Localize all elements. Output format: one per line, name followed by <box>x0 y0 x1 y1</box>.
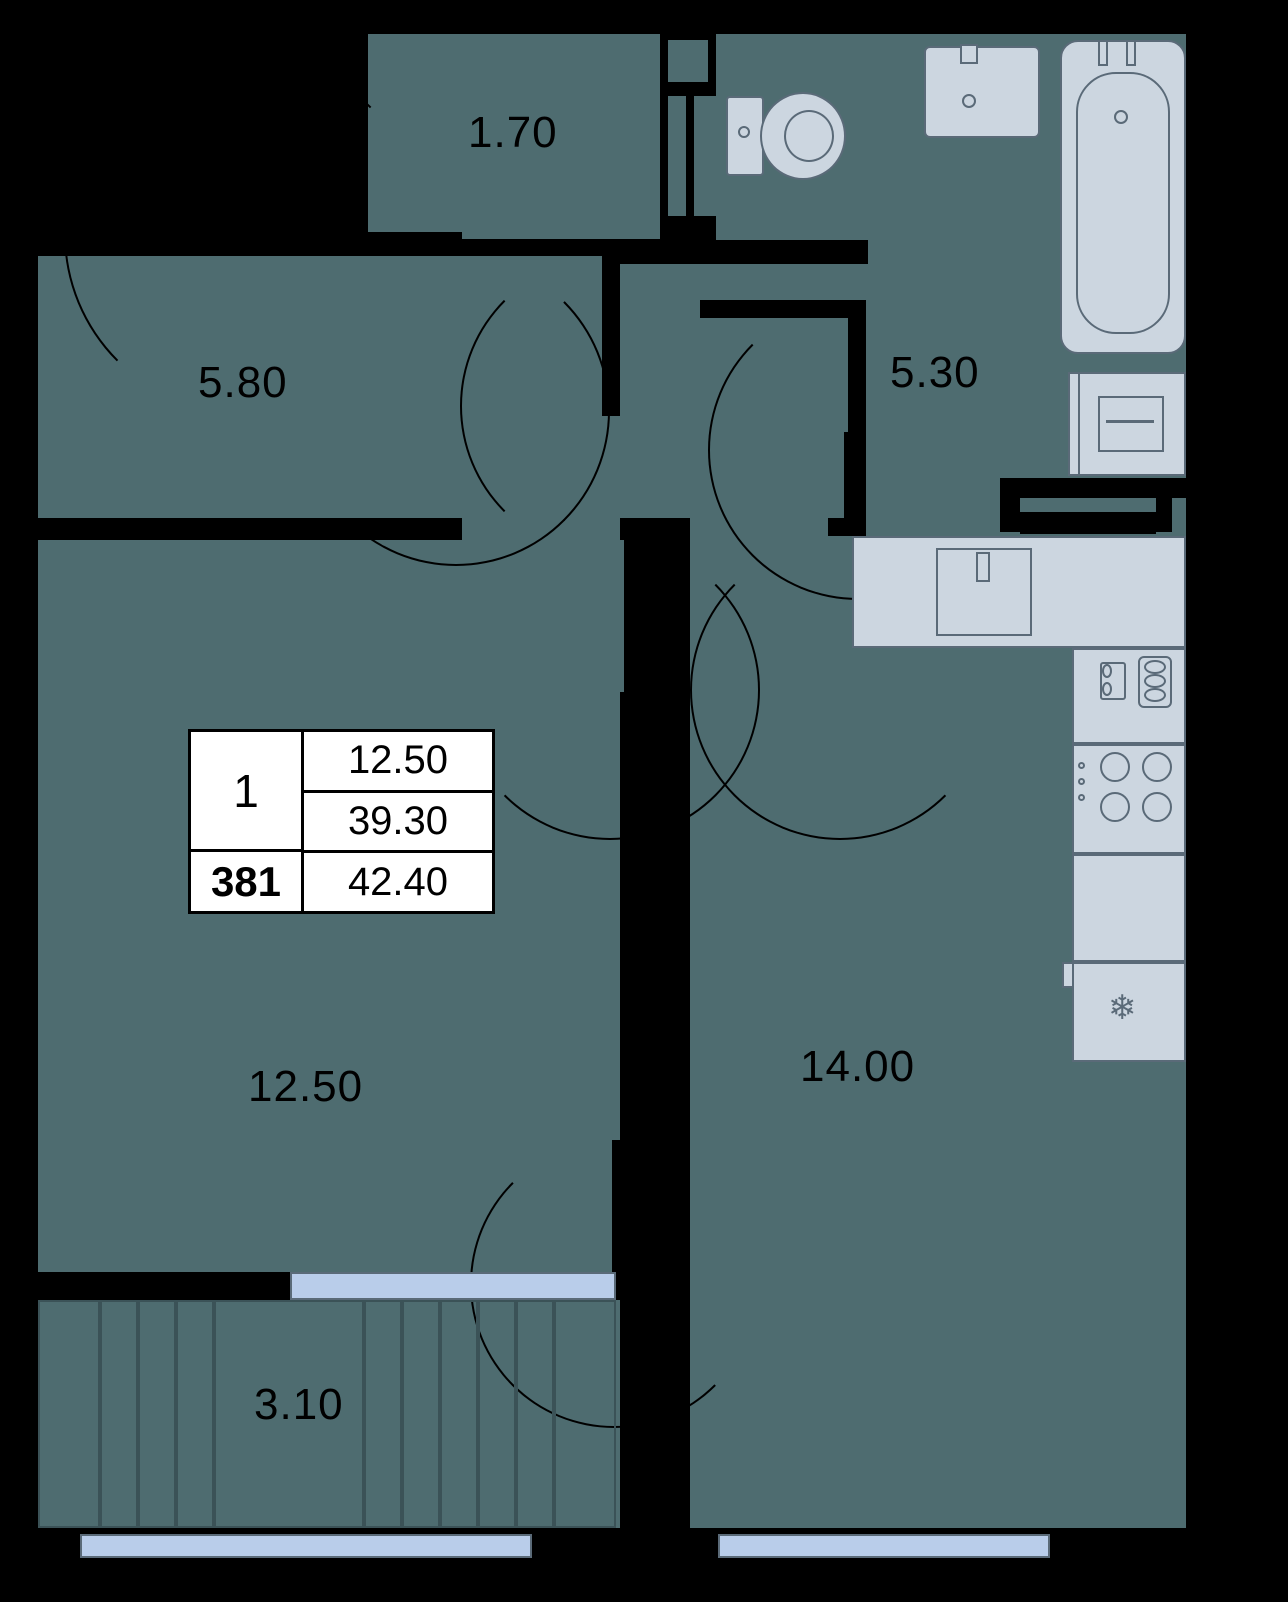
toilet-button-icon <box>738 126 750 138</box>
washing-machine-door-icon <box>1098 396 1164 452</box>
toilet-seat-icon <box>784 110 834 162</box>
sink-icon <box>924 46 1040 138</box>
balcony-slat-11 <box>554 1300 616 1528</box>
label-bathroom-area: 5.30 <box>890 348 980 397</box>
balcony-slat-2 <box>100 1300 138 1528</box>
fridge-handle-icon <box>1062 962 1074 988</box>
wall-top-mid <box>368 0 1186 34</box>
wall-right <box>1186 0 1288 1602</box>
balcony-slat-8 <box>440 1300 478 1528</box>
wall-wc-niche-1 <box>668 40 708 82</box>
cooktop-knob-3-icon <box>1078 794 1085 801</box>
cooktop-knob-2-icon <box>1078 778 1085 785</box>
area-total: 42.40 <box>304 850 492 911</box>
info-table-left-column <box>191 732 304 911</box>
kitchen-faucet-icon <box>976 552 990 582</box>
label-balcony-area: 3.10 <box>254 1380 344 1429</box>
washer-drum-c2-icon <box>1144 674 1166 688</box>
wall-wc-niche-2 <box>668 96 686 216</box>
cooktop-knob-1-icon <box>1078 762 1085 769</box>
fridge-snowflake-icon: ❄ <box>1108 989 1138 1027</box>
door-leaf-entry <box>236 54 248 240</box>
wall-kitchen-niche-3 <box>1156 478 1172 532</box>
kitchen-cabinet-icon <box>1072 854 1186 962</box>
wall-kitchen-niche-4 <box>1020 512 1156 534</box>
balcony-slat-6 <box>364 1300 402 1528</box>
washing-machine-side-icon <box>1068 372 1080 476</box>
door-arc-hall-2 <box>302 256 610 566</box>
window-kitchen-bottom <box>718 1534 1050 1558</box>
bathtub-drain-icon <box>1114 110 1128 124</box>
washer-drum-c1-icon <box>1144 660 1166 674</box>
wall-bedroom-bottom <box>38 1272 290 1300</box>
label-kitchen-area: 14.00 <box>800 1042 916 1091</box>
sink-faucet-icon <box>960 44 978 64</box>
apartment-number: 381 <box>191 849 301 911</box>
balcony-slat-9 <box>478 1300 516 1528</box>
washing-machine-line-icon <box>1106 420 1154 423</box>
cooktop-burner-4-icon <box>1142 792 1172 822</box>
balcony-slat-4 <box>176 1300 214 1528</box>
cooktop-burner-3-icon <box>1100 792 1130 822</box>
balcony-slat-1 <box>38 1300 100 1528</box>
balcony-slat-3 <box>138 1300 176 1528</box>
wall-wc-niche-3 <box>694 96 716 216</box>
wall-bottom-left-block <box>0 1490 38 1602</box>
balcony-slat-7 <box>402 1300 440 1528</box>
balcony-slat-10 <box>516 1300 554 1528</box>
cooktop-burner-1-icon <box>1100 752 1130 782</box>
area-total-no-balcony: 39.30 <box>304 790 492 851</box>
cooktop-burner-2-icon <box>1142 752 1172 782</box>
bathtub-faucet2-icon <box>1126 40 1136 66</box>
washer-drum-c3-icon <box>1144 688 1166 702</box>
info-table-right-column <box>304 732 492 911</box>
bathtub-faucet-icon <box>1098 40 1108 66</box>
label-bedroom-area: 12.50 <box>248 1062 364 1111</box>
wall-left-strip <box>0 232 38 1528</box>
sink-drain-icon <box>962 94 976 108</box>
rooms-count: 1 <box>233 764 259 817</box>
apartment-info-table <box>188 729 495 914</box>
label-hall-area: 5.80 <box>198 358 288 407</box>
dishwasher-circle2-icon <box>1102 682 1112 696</box>
window-balcony-door <box>290 1272 616 1300</box>
label-wc-area: 1.70 <box>468 108 558 157</box>
area-living: 12.50 <box>347 738 449 783</box>
window-balcony-bottom-left <box>80 1534 532 1558</box>
dishwasher-circle1-icon <box>1102 664 1112 678</box>
